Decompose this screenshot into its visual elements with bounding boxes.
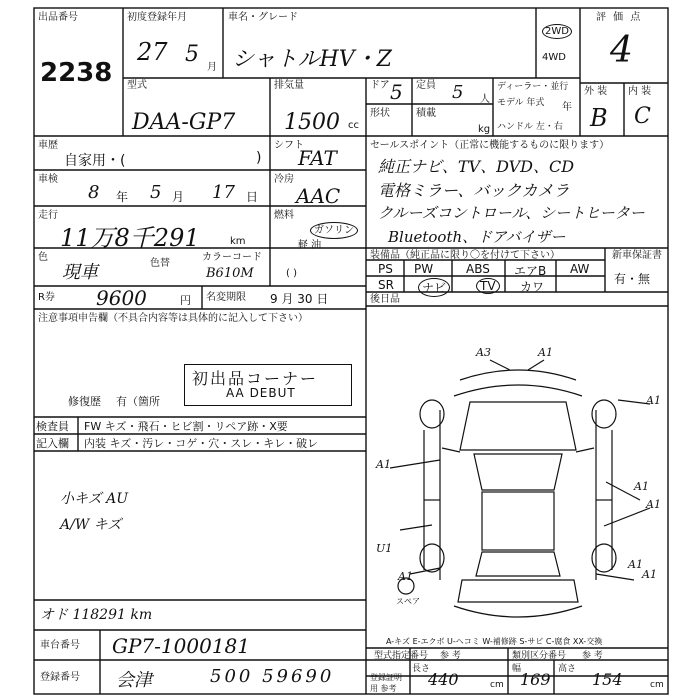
equip-pw: PW [414, 262, 434, 276]
name-change-value: 9 月 30 日 [270, 292, 329, 306]
interior-label: 内 装 [628, 86, 652, 97]
debut-corner-title: 初出品コーナー [192, 369, 319, 388]
damage-mark: A1 [646, 394, 661, 407]
warranty-value: 有・無 [614, 272, 651, 286]
width-label: 幅 [512, 664, 522, 674]
color-value: 現車 [62, 262, 98, 283]
load-label: 積載 [416, 108, 436, 119]
drive-2wd: 2WD [542, 24, 572, 39]
color-change-label: 色替 [150, 258, 170, 269]
car-damage-diagram [370, 340, 666, 630]
rating-value: 4 [610, 30, 633, 71]
damage-mark: A3 [476, 346, 491, 359]
notes-label: 注意事項申告欄（不具合内容等は具体的に記入して下さい） [38, 313, 308, 324]
inspection-day: 17 [212, 182, 235, 203]
inspection-year-unit: 年 [116, 190, 129, 204]
equip-leather: カワ [520, 280, 545, 294]
odometer-note: オド 118291 km [40, 607, 153, 623]
model-value: シャトルHV・Z [232, 47, 392, 72]
chassis-value: GP7-1000181 [112, 634, 250, 658]
cm-unit: cm [650, 680, 664, 690]
load-unit: kg [478, 124, 491, 135]
history-label: 車歴 [38, 140, 58, 151]
equip-navi: ナビ [418, 278, 450, 297]
inspection-month-unit: 月 [172, 190, 185, 204]
history-close: ) [256, 150, 262, 166]
damage-mark: U1 [376, 542, 393, 555]
shift-value: FAT [298, 146, 337, 170]
handwritten-note: A/W キズ [60, 517, 122, 533]
width-value: 169 [520, 670, 551, 689]
spare-label: スペア [396, 597, 420, 606]
ac-value: AAC [296, 184, 341, 208]
color-label: 色 [38, 252, 48, 263]
equip-abs: ABS [466, 262, 490, 276]
damage-mark: A1 [398, 570, 413, 583]
recycle-value: 9600 [96, 286, 147, 310]
fuel-alt: 軽 油 [298, 240, 322, 251]
category-label: 類別区分番号 [512, 651, 567, 661]
damage-mark: A1 [646, 498, 661, 511]
color-code-label: カラーコード [202, 252, 262, 263]
type-designation-label: 型式指定番号 [374, 651, 429, 661]
inspection-day-unit: 日 [246, 190, 259, 204]
first-reg-year: 27 [137, 38, 168, 66]
equipment-label: 装備品（純正品に限り〇を付けて下さい） [370, 250, 560, 261]
first-reg-month: 5 [185, 42, 199, 67]
inspection-year: 8 [88, 182, 100, 203]
recycle-unit: 円 [180, 294, 191, 307]
interior-line: 内装 キズ・汚レ・コゲ・穴・スレ・キレ・破レ [84, 437, 319, 450]
fuel-paren: ( ) [286, 268, 297, 279]
equip-tv: TV [476, 278, 500, 294]
type-value: DAA-GP7 [132, 110, 236, 135]
color-code-value: B610M [206, 266, 254, 281]
inspector-label: 検査員 [36, 420, 69, 433]
model-year-label: モデル 年式 [497, 98, 545, 108]
warranty-label: 新車保証書 [612, 250, 662, 261]
seats-value: 5 [452, 82, 464, 103]
cm-unit: cm [490, 680, 504, 690]
seats-label: 定員 [416, 80, 436, 91]
mileage-value: 11万8千291 [60, 224, 200, 252]
month-suffix: 月 [207, 62, 217, 73]
selling-point-line: 電格ミラー、バックカメラ [378, 181, 570, 200]
repair-label: 修復歴 [68, 395, 101, 408]
mileage-label: 走行 [38, 210, 58, 221]
history-value: 自家用・( [64, 153, 126, 169]
damage-legend: A-キズ E-エクボ U-ヘコミ W-補修跡 S-サビ C-腐食 XX-交換 [386, 637, 603, 646]
damage-mark: A1 [538, 346, 553, 359]
recycle-label: R券 [38, 292, 55, 303]
length-label: 長さ [412, 664, 431, 674]
equip-sr: SR [378, 278, 394, 292]
rating-label: 評 価 点 [596, 12, 643, 23]
reg-number: 500 59690 [210, 666, 335, 687]
reference-label: 参 考 [440, 651, 461, 661]
doors-label: ドア [370, 80, 390, 91]
height-value: 154 [592, 670, 623, 689]
lot-label: 出品番号 [38, 12, 78, 23]
repair-value: 有（箇所 [116, 395, 160, 408]
debut-corner-sub: AA DEBUT [226, 386, 296, 400]
handle-label: ハンドル 左・右 [497, 122, 563, 132]
ac-label: 冷房 [274, 174, 294, 185]
damage-mark: A1 [376, 458, 391, 471]
selling-points-label: セールスポイント（正常に機能するものに限ります） [370, 140, 610, 151]
selling-point-line: Bluetooth、ドアバイザー [388, 228, 566, 246]
record-label: 記入欄 [36, 437, 69, 450]
mileage-unit: km [230, 236, 246, 247]
selling-point-line: 純正ナビ、TV、DVD、CD [378, 157, 575, 176]
first-reg-label: 初度登録年月 [127, 12, 187, 23]
reg-area: 会津 [116, 670, 152, 691]
interior-grade: C [634, 104, 651, 129]
doors-value: 5 [390, 80, 403, 104]
length-value: 440 [428, 670, 459, 689]
shift-label: シフト [274, 140, 304, 151]
exterior-label: 外 装 [584, 86, 608, 97]
fw-line: FW キズ・飛石・ヒビ割・リペア跡・X要 [84, 420, 288, 433]
engine-value: 1500 [284, 110, 340, 135]
exterior-grade: B [590, 104, 608, 132]
equip-ps: PS [378, 262, 393, 276]
name-change-label: 名変期限 [206, 292, 246, 303]
damage-mark: A1 [628, 558, 643, 571]
reg-label: 登録番号 [40, 672, 80, 683]
handwritten-note: 小キズ AU [60, 491, 129, 507]
chassis-label: 車台番号 [40, 640, 80, 651]
rear-seat-label: 後日品 [370, 294, 400, 305]
shape-label: 形状 [370, 108, 390, 119]
type-label: 型式 [127, 80, 147, 91]
dealer-label: ディーラー・並行 [497, 82, 569, 92]
year-unit: 年 [562, 102, 572, 113]
damage-mark: A1 [642, 568, 657, 581]
engine-unit: cc [348, 120, 359, 131]
fuel-value: ガソリン [310, 222, 358, 239]
damage-mark: A1 [634, 480, 649, 493]
seats-unit: 人 [480, 94, 490, 105]
reference-label: 参 考 [582, 651, 603, 661]
equip-airbag: エアB [514, 264, 547, 278]
inspection-label: 車検 [38, 174, 58, 185]
drive-4wd: 4WD [542, 52, 566, 63]
fuel-label: 燃料 [274, 210, 294, 221]
cert-label: 登録証明用 参考 [370, 673, 402, 693]
lot-number: 2238 [40, 58, 113, 88]
engine-label: 排気量 [274, 80, 304, 91]
height-label: 高さ [558, 664, 577, 674]
inspection-month: 5 [150, 182, 162, 203]
model-label: 車名・グレード [228, 12, 298, 23]
selling-point-line: クルーズコントロール、シートヒーター [378, 204, 645, 222]
equip-aw: AW [570, 262, 590, 276]
